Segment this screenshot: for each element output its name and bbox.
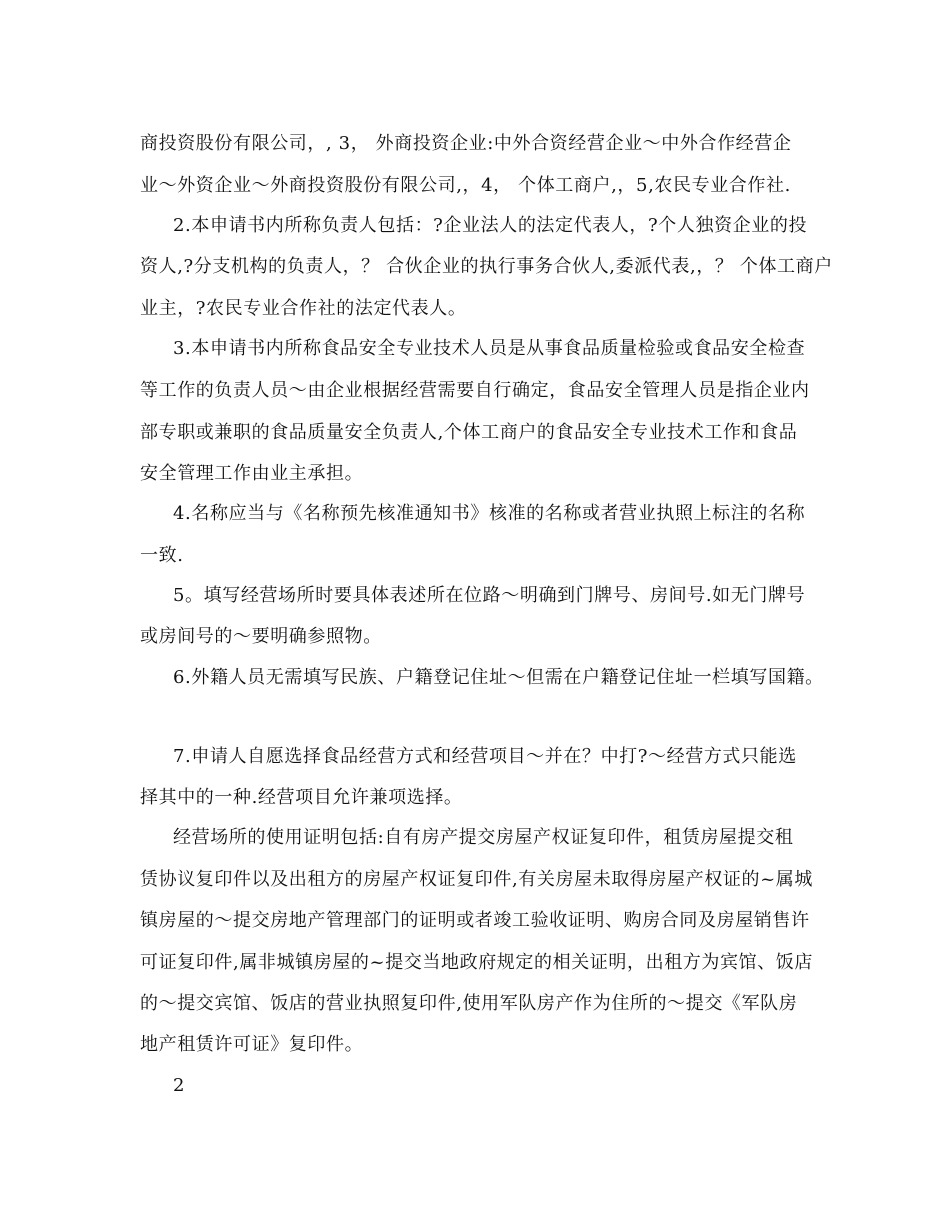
text-line: 地产租赁许可证》复印件。 [140,1034,364,1055]
text-line: 可证复印件,属非城镇房屋的~提交当地政府规定的相关证明，出租方为宾馆、饭店 [140,952,813,973]
text-line: 等工作的负责人员～由企业根据经营需要自行确定，食品安全管理人员是指企业内 [140,380,810,401]
text-line: 经营场所的使用证明包括:自有房产提交房屋产权证复印件，租赁房屋提交租 [173,827,794,848]
text-line: 赁协议复印件以及出租方的房屋产权证复印件,有关房屋未取得房屋产权证的~属城 [140,869,813,890]
text-line: 资人,?分支机构的负责人，？ 合伙企业的执行事务合伙人,委派代表,，？ 个体工商户 [140,256,833,277]
text-line: 业主，?农民专业合作社的法定代表人。 [140,298,467,319]
text-line: 7.申请人自愿选择食品经营方式和经营项目～并在？中打?～经营方式只能选 [173,746,797,767]
text-line: 镇房屋的～提交房地产管理部门的证明或者竣工验收证明、购房合同及房屋销售许 [140,910,810,931]
text-line: 5。填写经营场所时要具体表述所在位路～明确到门牌号、房间号.如无门牌号 [173,585,806,606]
text-line: 安全管理工作由业主承担。 [140,463,364,484]
text-line: 择其中的一种.经营项目允许兼项选择。 [140,787,463,808]
text-line: 或房间号的～要明确参照物。 [140,626,382,647]
text-line: 业～外资企业～外商投资股份有限公司,，4， 个体工商户,，5,农民专业合作社. [140,175,791,196]
text-line: 商投资股份有限公司，, 3， 外商投资企业:中外合资经营企业～中外合作经营企 [140,133,792,154]
text-line: 2.本申请书内所称负责人包括：?企业法人的法定代表人，?个人独资企业的投 [173,215,808,236]
text-line: 一致. [140,545,184,566]
page-number: 2 [173,1075,186,1096]
text-line: 3.本申请书内所称食品安全专业技术人员是从事食品质量检验或食品安全检查 [173,338,806,359]
text-line: 的～提交宾馆、饭店的营业执照复印件,使用军队房产作为住所的～提交《军队房 [140,993,798,1014]
text-line: 部专职或兼职的食品质量安全负责人,个体工商户的食品安全专业技术工作和食品 [140,422,798,443]
text-line: 6.外籍人员无需填写民族、户籍登记住址～但需在户籍登记住址一栏填写国籍。 [173,667,824,688]
text-line: 4.名称应当与《名称预先核准通知书》核准的名称或者营业执照上标注的名称 [173,503,806,524]
